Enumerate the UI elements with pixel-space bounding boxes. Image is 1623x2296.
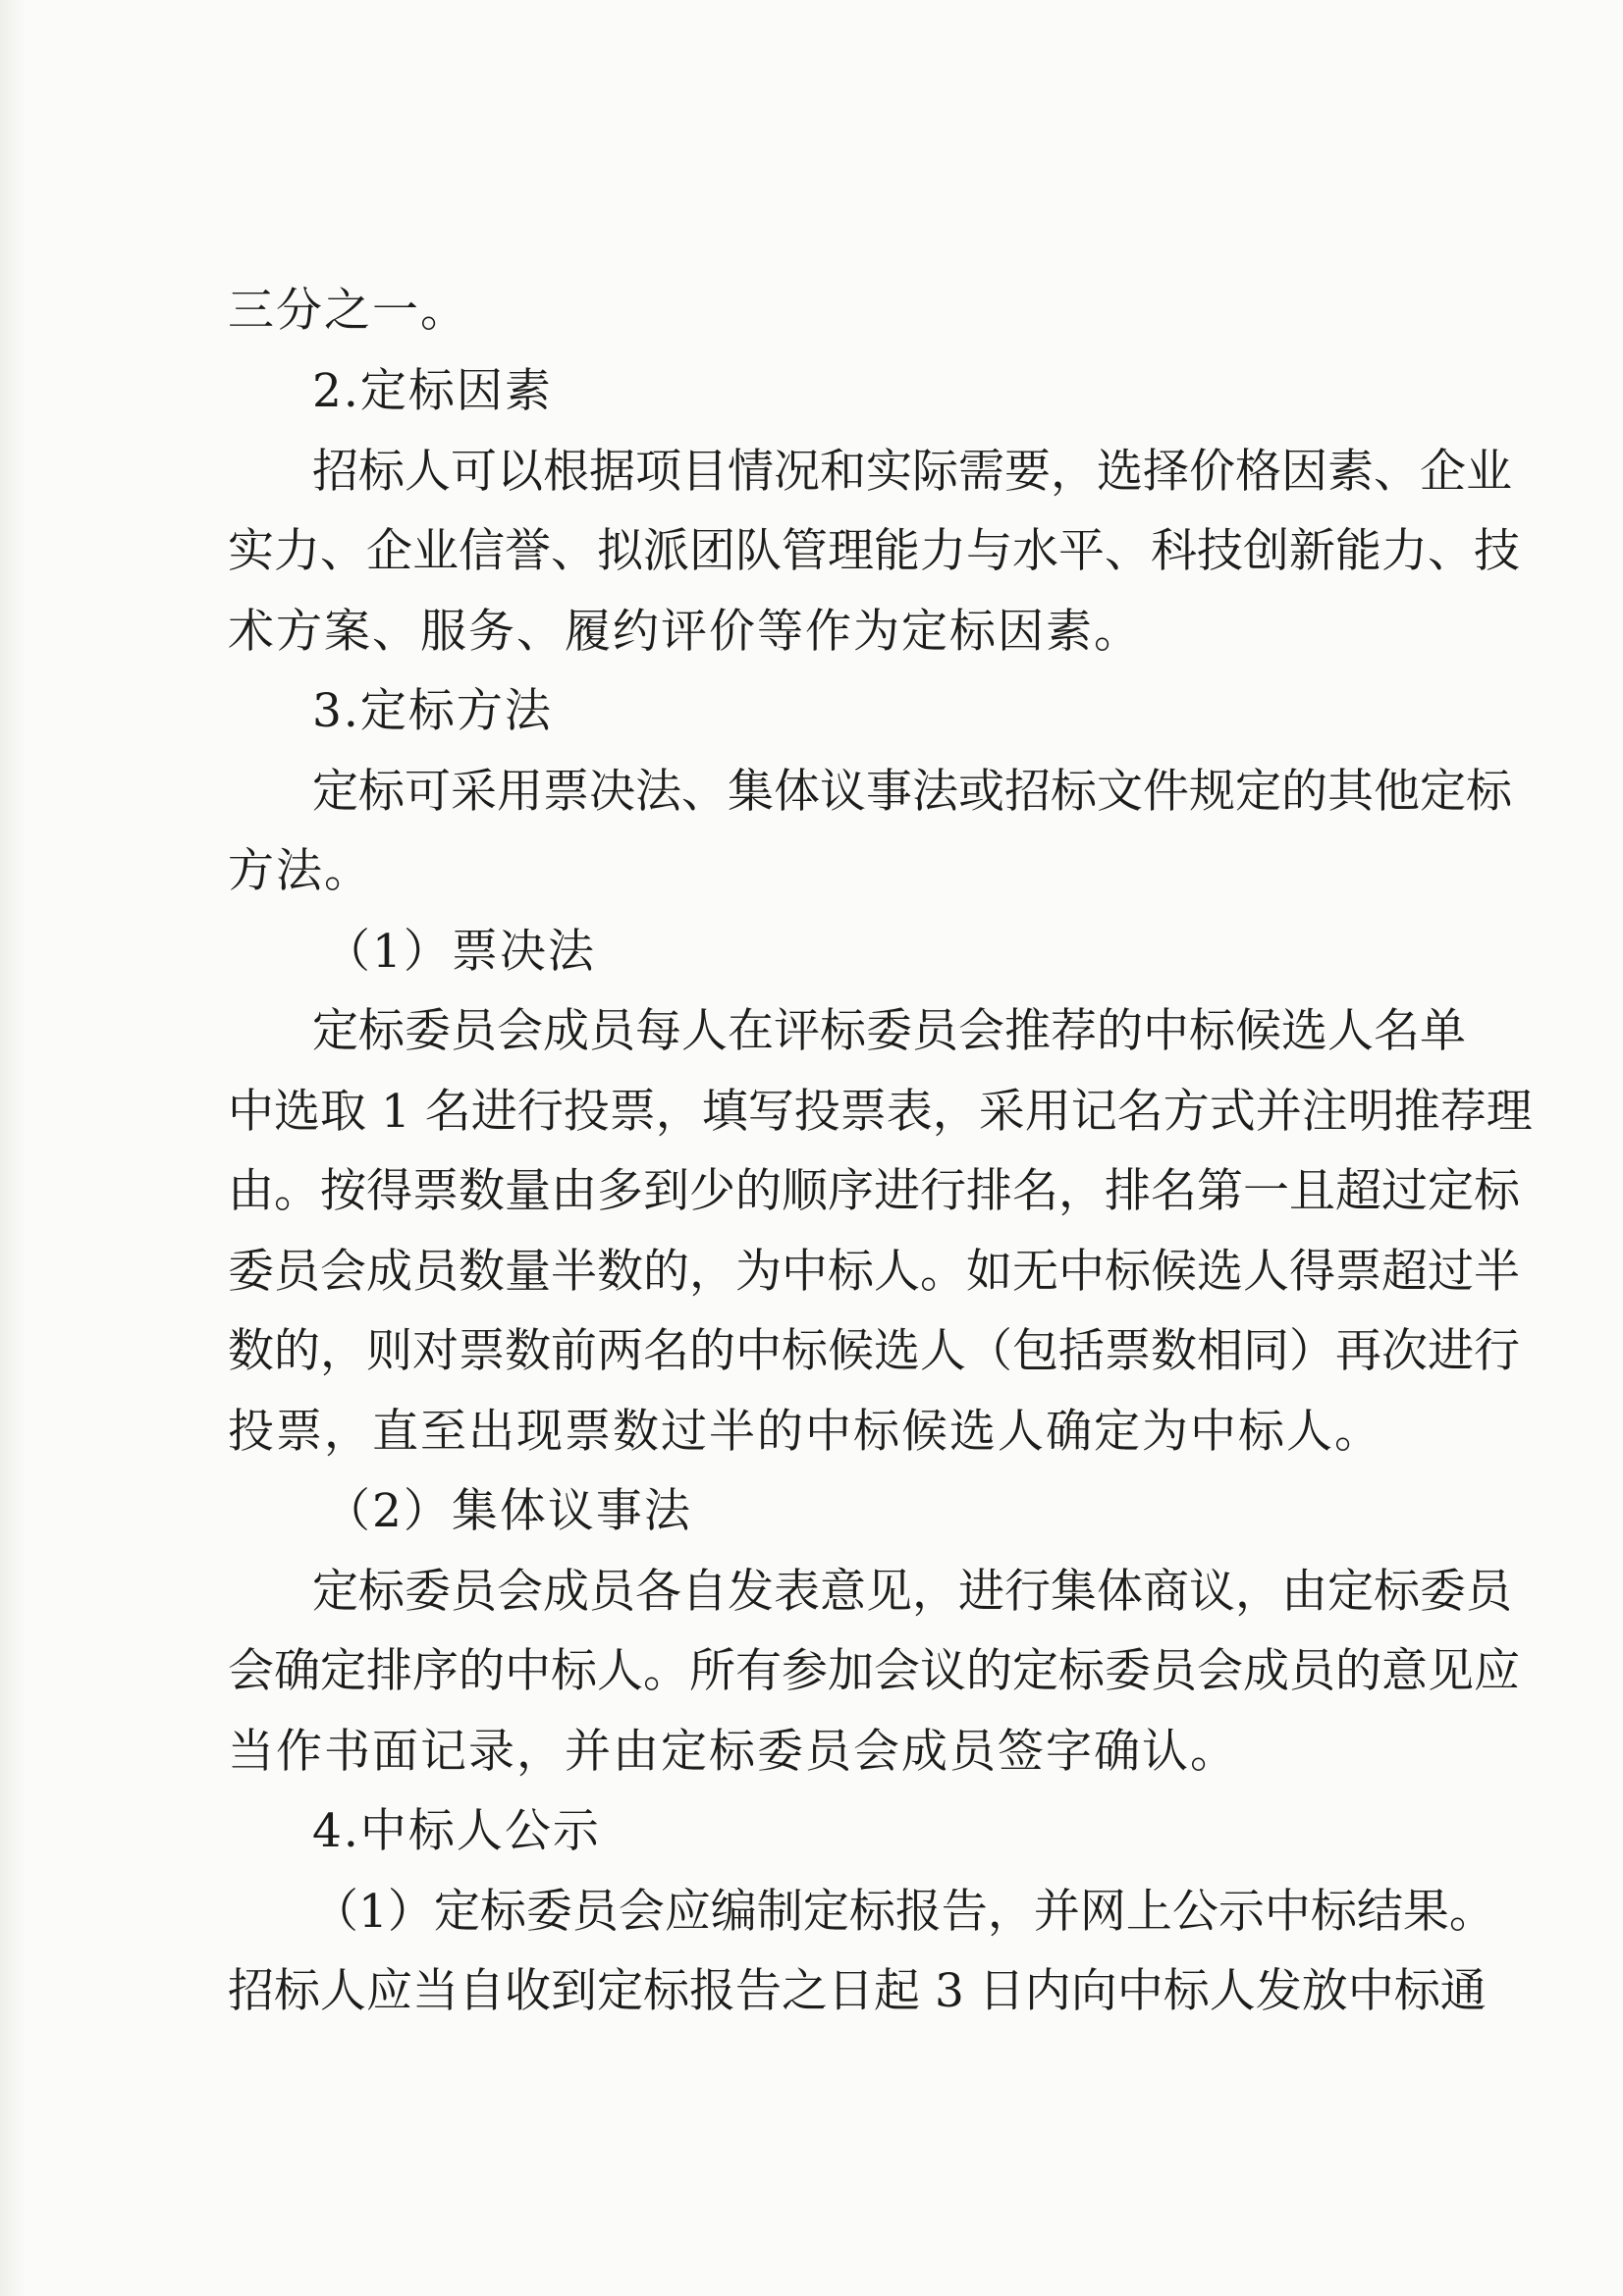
text-line: 数的，则对票数前两名的中标候选人（包括票数相同）再次进行 bbox=[228, 1324, 1520, 1378]
text-line: 术方案、服务、履约评价等作为定标因素。 bbox=[228, 605, 1142, 659]
text-line: 实力、企业信誉、拟派团队管理能力与水平、科技创新能力、技 bbox=[228, 524, 1520, 578]
text-line: 定标委员会成员每人在评标委员会推荐的中标候选人名单 bbox=[312, 1004, 1466, 1058]
text-line: （1）定标委员会应编制定标报告，并网上公示中标结果。 bbox=[312, 1885, 1495, 1939]
section-heading: 2.定标因素 bbox=[312, 364, 553, 418]
text-line: 三分之一。 bbox=[228, 284, 468, 338]
text-line: 中选取 1 名进行投票，填写投票表，采用记名方式并注明推荐理 bbox=[228, 1085, 1533, 1139]
text-line: 招标人应当自收到定标报告之日起 3 日内向中标人发放中标通 bbox=[228, 1964, 1487, 2018]
subsection-heading: （1）票决法 bbox=[324, 925, 596, 979]
text-line: 会确定排序的中标人。所有参加会议的定标委员会成员的意见应 bbox=[228, 1644, 1520, 1698]
text-line: 定标可采用票决法、集体议事法或招标文件规定的其他定标 bbox=[312, 765, 1512, 819]
subsection-heading: （2）集体议事法 bbox=[324, 1484, 692, 1538]
section-heading: 3.定标方法 bbox=[312, 684, 553, 738]
text-line: 投票，直至出现票数过半的中标候选人确定为中标人。 bbox=[228, 1405, 1382, 1459]
text-line: 方法。 bbox=[228, 844, 372, 898]
text-line: 当作书面记录，并由定标委员会成员签字确认。 bbox=[228, 1725, 1238, 1779]
text-line: 招标人可以根据项目情况和实际需要，选择价格因素、企业 bbox=[312, 445, 1512, 499]
text-line: 由。按得票数量由多到少的顺序进行排名，排名第一且超过定标 bbox=[228, 1164, 1520, 1218]
section-heading: 4.中标人公示 bbox=[312, 1804, 601, 1858]
scan-edge-shadow bbox=[0, 0, 26, 2296]
text-line: 定标委员会成员各自发表意见，进行集体商议，由定标委员 bbox=[312, 1565, 1512, 1619]
text-line: 委员会成员数量半数的，为中标人。如无中标候选人得票超过半 bbox=[228, 1245, 1520, 1299]
